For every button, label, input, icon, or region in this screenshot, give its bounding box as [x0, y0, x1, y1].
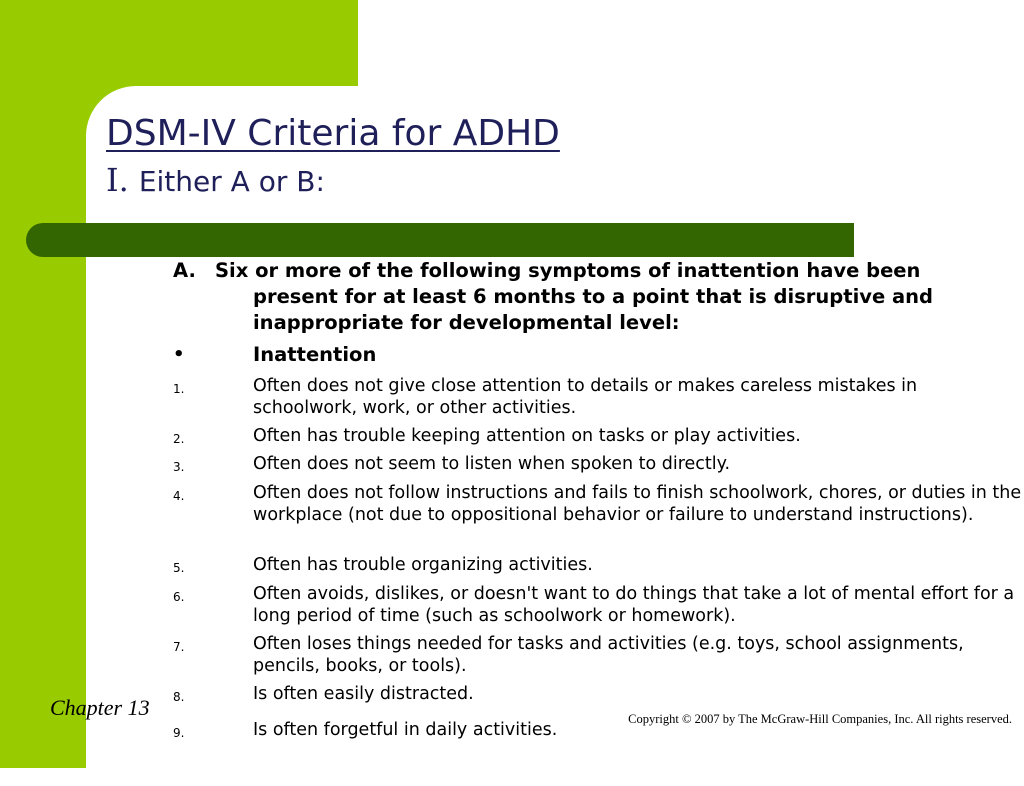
subtitle-numeral: I. — [106, 161, 129, 199]
criterion-a-text: Six or more of the following symptoms of inattention have been present for at least 6 months to a point that is disruptive and inappropriate for developmental level: — [215, 259, 933, 334]
list-item — [173, 482, 1023, 526]
subtitle-text: Either A or B: — [138, 165, 325, 198]
list-item — [173, 375, 1023, 419]
criterion-a-letter: A. — [173, 259, 196, 282]
list-item-text: Is often easily distracted. — [253, 684, 474, 704]
list-item-number: 7. — [173, 640, 185, 654]
list-item-number: 1. — [173, 382, 185, 396]
list-item-text: Often does not give close attention to details or makes careless mistakes in schoolwork, work, or other activities. — [253, 376, 918, 418]
list-item-text: Often has trouble organizing activities. — [253, 555, 593, 575]
chapter-label: Chapter 13 — [50, 695, 150, 720]
list-item-text: Often loses things needed for tasks and activities (e.g. toys, school assignments, pencils, books, or tools). — [253, 634, 964, 676]
list-item-text: Often has trouble keeping attention on tasks or play activities. — [253, 426, 801, 446]
list-item — [173, 453, 1023, 475]
copyright-notice: Copyright © 2007 by The McGraw-Hill Companies, Inc. All rights reserved. — [628, 712, 1012, 726]
criterion-a-paragraph — [173, 258, 1003, 336]
list-item — [173, 683, 1023, 705]
list-item — [173, 583, 1023, 627]
list-item-number: 4. — [173, 489, 185, 503]
inattention-label: Inattention — [253, 343, 377, 366]
list-item — [173, 633, 1023, 677]
slide-subtitle — [106, 160, 325, 202]
list-item-number: 2. — [173, 432, 185, 446]
list-item-text: Often does not seem to listen when spoken to directly. — [253, 454, 731, 474]
list-item-number: 5. — [173, 561, 185, 575]
bullet-icon: • — [173, 344, 185, 365]
list-item-number: 6. — [173, 590, 185, 604]
list-item-number: 9. — [173, 726, 185, 740]
list-item-number: 3. — [173, 460, 185, 474]
list-item — [173, 554, 1023, 576]
list-item — [173, 425, 1023, 447]
list-item-text: Often does not follow instructions and fails to finish schoolwork, chores, or duties in the workplace (not due to oppositional behavior or failure to understand instructions). — [253, 483, 1022, 525]
list-item-text: Is often forgetful in daily activities. — [253, 720, 558, 740]
list-item-text: Often avoids, dislikes, or doesn't want to do things that take a lot of mental effort for a long period of time (such as schoolwork or homework). — [253, 584, 1015, 626]
list-item-number: 8. — [173, 690, 185, 704]
title-divider-bar — [26, 223, 854, 257]
slide-title: DSM-IV Criteria for ADHD — [106, 113, 560, 154]
